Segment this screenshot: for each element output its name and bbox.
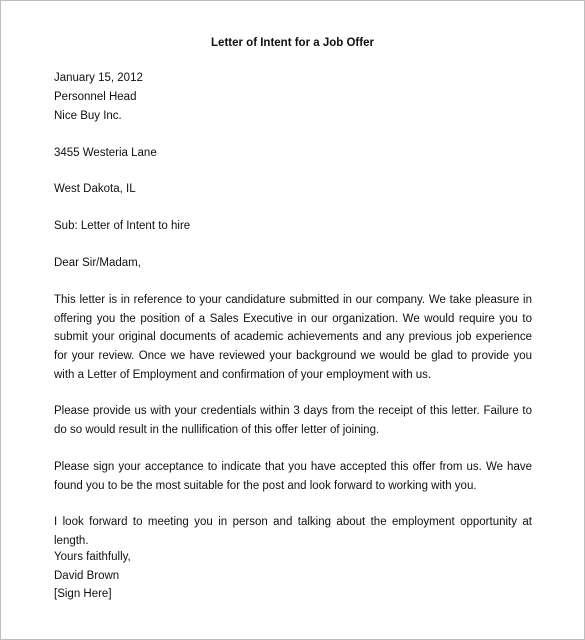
body-paragraph-1: This letter is in reference to your candidature submitted in our company. We take pleasure in offering you the position of a Sales Executive in our organization. We would require you to submit your original documents of academic achievements and any previous job experience for your review. Once we have reviewed your background we would be glad to provide you with a Letter of Employment and confirmation of your employment with us. xyxy=(54,294,532,381)
signature-placeholder: [Sign Here] xyxy=(54,588,112,600)
body-paragraph-4: I look forward to meeting you in person and talking about the employment opportunity at length. xyxy=(54,516,532,547)
body-paragraph-2: Please provide us with your credentials within 3 days from the receipt of this letter. Failure to do so would result in the nullification of this offer letter of joining. xyxy=(54,405,532,436)
letter-closing: Yours faithfully, xyxy=(54,551,131,563)
body-paragraph-3: Please sign your acceptance to indicate that you have accepted this offer from us. We have found you to be the most suitable for the post and look forward to working with you. xyxy=(54,461,532,492)
address-city: West Dakota, IL xyxy=(54,183,136,195)
letter-date: January 15, 2012 xyxy=(54,72,143,84)
letter-salutation: Dear Sir/Madam, xyxy=(54,257,141,269)
letter-subject: Sub: Letter of Intent to hire xyxy=(54,220,191,232)
recipient-title: Personnel Head xyxy=(54,91,137,103)
signer-name: David Brown xyxy=(54,570,120,582)
letter-title: Letter of Intent for a Job Offer xyxy=(211,37,374,49)
address-street: 3455 Westeria Lane xyxy=(54,147,157,159)
recipient-company: Nice Buy Inc. xyxy=(54,110,122,122)
